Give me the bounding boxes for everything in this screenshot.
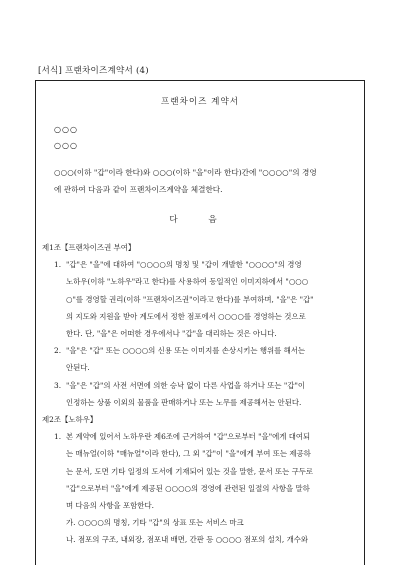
article-subitem [36,514,364,531]
item-line: 한다. 단, "을"은 어떠한 경우에서나 "갑"을 대리하는 것은 아니다. [66,329,277,339]
item-line: "을"은 "갑"의 사전 서면에 의한 승낙 없이 다른 사업을 하거나 또는 "갑"이 [66,380,306,390]
item-number: 1. [54,260,62,270]
document-page [35,80,365,565]
subitem-number: 나. [66,535,76,545]
item-line: "을"은 "갑" 또는 ○○○○의 신용 또는 이미지를 손상시키는 행위를 해서는 [66,346,306,356]
intro-line: 에 관하여 다음과 같이 프랜차이즈계약을 체결한다. [54,185,223,194]
party-1: ○○○ [54,125,78,134]
item-line: ○"를 경영할 권리(이하 "프랜차이즈권"이라고 한다)를 부여하며, "을"은 "갑" [66,294,314,304]
article-item [36,377,364,411]
intro-line: ○○○(이하 "갑"이라 한다)와 ○○○(이하 "을"이라 한다)간에 "○○○○"의 경영 [54,168,317,177]
item-line: 의 지도와 지원을 받아 계도에서 정한 점포에서 ○○○○를 경영하는 것으로 [66,311,306,321]
item-line: 본 계약에 있어서 노하우란 제6조에 근거하여 "갑"으로부터 "을"에게 대여되 [66,432,311,442]
article-subitem [36,531,364,548]
article-item [36,428,364,514]
subitem-number: 가. [66,518,76,528]
article-item [36,342,364,376]
item-number: 3. [54,380,62,390]
document-title: 프랜차이즈 계약서 [160,97,240,107]
contract-body [36,239,364,549]
subitem-line: ○○○○의 명칭, 기타 "갑"의 상표 또는 서비스 마크 [78,518,244,528]
form-label: [서식] 프랜차이즈계약서 (4) [38,66,149,76]
intro-paragraph [54,164,350,198]
item-line: 인정하는 상품 이외의 물품을 판매하거나 또는 노무를 제공해서는 안된다. [66,397,302,407]
party-2: ○○○ [54,141,78,150]
subitem-line: 점포의 구조, 내외장, 점포내 배면, 간판 등 ○○○○ 점포의 설치, 개수와 [78,535,309,545]
item-line: "갑"은 "을"에 대하여 "○○○○의 명칭 및 "갑이 개발한 "○○○○"의 경영 [66,260,302,270]
item-number: 1. [54,432,62,442]
item-line: 노하우(이하 "노하우"라고 한다)를 사용하여 동일적인 이미지하에서 "○○○ [66,277,309,287]
item-line: 는 문서, 도면 기타 일정의 도서에 기재되어 있는 것을 말한, 문서 또는 구두로 [66,466,314,476]
article-item [36,256,364,342]
item-line: 안된다. [66,363,90,373]
item-number: 2. [54,346,62,356]
section-heading: 다 음 [169,215,231,225]
item-line: 는 매뉴얼(이하 "매뉴얼"이라 한다), 그 외 "갑"이 "을"에게 부여 또는 제공하 [66,449,311,459]
article-title: 제1조【프랜차이즈권 부여】 [42,243,136,252]
item-line: 며 다음의 사항을 포함한다. [66,501,154,511]
article-title: 제2조【노하우】 [42,415,98,425]
item-line: "갑"으로부터 "을"에게 제공된 ○○○○의 경영에 관련된 일절의 사항을 말하 [66,483,310,493]
